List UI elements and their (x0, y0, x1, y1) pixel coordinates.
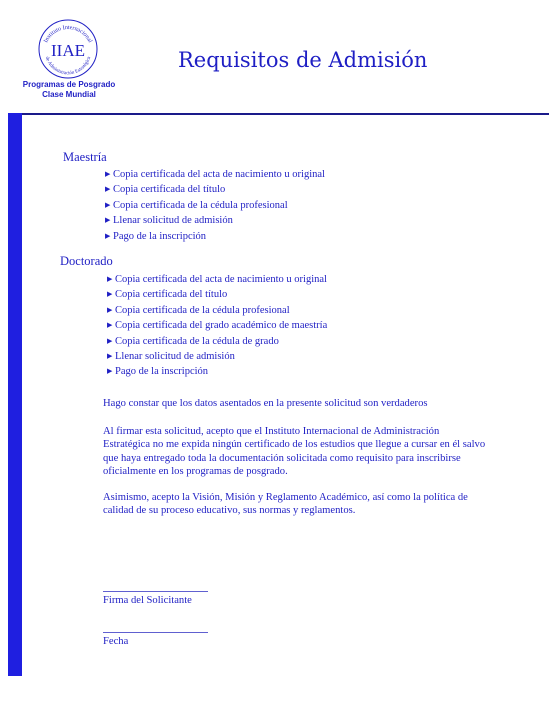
doctorado-heading: Doctorado (60, 254, 113, 268)
bullet-icon: ▶ (107, 352, 113, 361)
logo-monogram: IIAE (51, 41, 85, 60)
agreement-line: Estratégica no me expida ningún certificado de los estudios que llegue a cursar en él salvo (103, 439, 486, 451)
page-title: Requisitos de Admisión (178, 48, 428, 72)
bullet-icon: ▶ (107, 336, 113, 345)
acceptance-line: calidad de su proceso educativo, sus normas y reglamentos. (103, 505, 356, 517)
list-item: ▶ Copia certificada del título (107, 289, 228, 301)
agreement-line: Al firmar esta solicitud, acepto que el Instituto Internacional de Administración (103, 426, 440, 437)
bullet-icon: ▶ (107, 305, 113, 314)
list-item: ▶ Copia certificada del acta de nacimiento u original (107, 274, 327, 285)
logo-caption-line1: Programas de Posgrado (22, 80, 116, 89)
bullet-icon: ▶ (107, 367, 113, 376)
list-item: ▶ Copia certificada del acta de nacimiento u original (105, 169, 325, 180)
bullet-icon: ▶ (105, 185, 111, 194)
logo-seal (37, 18, 99, 80)
logo-caption (17, 80, 121, 100)
declaration-line: Hago constar que los datos asentados en la presente solicitud son verdaderos (103, 398, 428, 409)
header-divider (8, 113, 549, 115)
logo-bottom-arc-text: de Administración Estratégica (43, 56, 93, 77)
left-sidebar-bar (8, 113, 22, 676)
signature-line[interactable] (103, 591, 208, 592)
bullet-icon: ▶ (105, 231, 111, 240)
bullet-icon: ▶ (107, 321, 113, 330)
bullet-icon: ▶ (105, 200, 111, 209)
list-item: ▶ Llenar solicitud de admisión (107, 351, 235, 363)
list-item: ▶ Copia certificada del título (105, 184, 226, 196)
bullet-icon: ▶ (105, 216, 111, 225)
maestria-list (105, 167, 325, 244)
list-item: ▶ Copia certificada de la cédula profesional (107, 304, 290, 316)
agreement-paragraph (103, 425, 533, 478)
list-item: ▶ Pago de la inscripción (105, 230, 207, 242)
declaration-paragraph (103, 397, 533, 410)
bullet-icon: ▶ (107, 290, 113, 299)
agreement-line: oficialmente en los programas de posgrado. (103, 465, 288, 477)
institute-logo (17, 18, 121, 100)
date-label: Fecha (103, 636, 129, 647)
list-item: ▶ Copia certificada de la cédula profesional (105, 199, 288, 211)
logo-top-arc-text: Instituto Internacional (43, 24, 93, 44)
list-item: ▶ Llenar solicitud de admisión (105, 215, 233, 227)
bullet-icon: ▶ (105, 170, 111, 178)
signature-label: Firma del Solicitante (103, 595, 192, 606)
acceptance-line: Asimismo, acepto la Visión, Misión y Reglamento Académico, así como la política de (103, 492, 468, 503)
acceptance-paragraph (103, 491, 533, 518)
bullet-icon: ▶ (107, 275, 113, 283)
logo-caption-line2: Clase Mundial (42, 90, 96, 99)
maestria-heading: Maestría (63, 150, 107, 164)
date-line[interactable] (103, 632, 208, 633)
list-item: ▶ Pago de la inscripción (107, 366, 209, 378)
agreement-line: que haya entregado toda la documentación solicitada como requisito para inscribirse (103, 452, 461, 464)
list-item: ▶ Copia certificada del grado académico de maestría (107, 320, 328, 332)
list-item: ▶ Copia certificada de la cédula de grado (107, 335, 279, 347)
doctorado-list (107, 272, 327, 380)
